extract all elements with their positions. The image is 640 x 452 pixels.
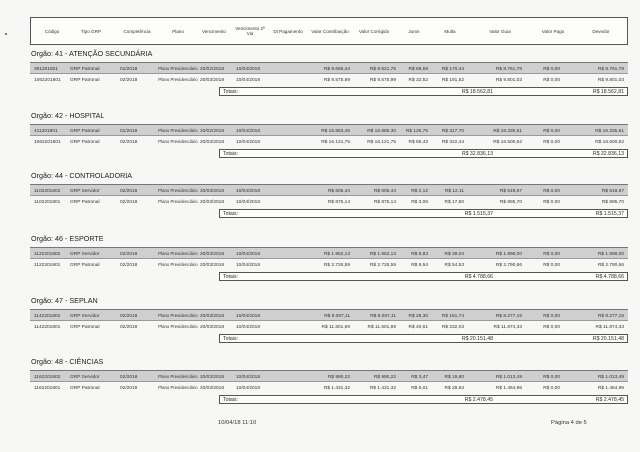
header-valor-guia: Valor Guia <box>489 28 511 34</box>
cell-plano: Plano Previdenciário <box>158 384 198 390</box>
cell-juros: R$ 56,43 <box>408 139 428 145</box>
cell-contrib: R$ 15.883,45 <box>321 128 350 134</box>
cell-contrib: R$ 2.726,59 <box>323 262 350 268</box>
cell-contrib: R$ 605,44 <box>327 188 350 194</box>
cell-tipo: GRP Patronal <box>70 199 100 205</box>
table-row <box>30 370 628 382</box>
cell-codigo: 1102201802 <box>34 188 61 194</box>
cell-tipo: GRP Patronal <box>70 128 100 134</box>
cell-vencimento: 20/03/2018 <box>200 139 225 145</box>
cell-competencia: 01/2018 <box>120 128 138 134</box>
cell-devedor: R$ 2.790,66 <box>597 262 624 268</box>
cell-pago: R$ 0,00 <box>543 77 560 83</box>
cell-contrib: R$ 16.121,75 <box>321 139 350 145</box>
cell-contrib: R$ 11.601,69 <box>321 324 350 330</box>
scan-mark <box>5 33 7 35</box>
cell-devedor: R$ 8.277,15 <box>597 313 624 319</box>
totals-row <box>219 87 628 96</box>
cell-pago: R$ 0,00 <box>543 262 560 268</box>
totals-devedor: R$ 32.836,13 <box>592 151 624 157</box>
cell-vencimento: 20/03/2018 <box>200 374 225 380</box>
cell-dtpag <box>270 321 300 333</box>
cell-codigo: 1062201801 <box>34 139 61 145</box>
cell-tipo: GRP Patronal <box>70 139 100 145</box>
cell-contrib: R$ 1.952,13 <box>323 251 350 257</box>
cell-competencia: 02/2018 <box>120 77 138 83</box>
cell-vencimento: 20/03/2018 <box>200 77 225 83</box>
table-row <box>30 184 628 196</box>
cell-codigo: 1142201801 <box>34 324 61 330</box>
cell-codigo: 1162201802 <box>34 374 61 380</box>
cell-tipo: GRP Servidor <box>70 251 100 257</box>
cell-competencia: 02/2018 <box>120 262 138 268</box>
header-valor-contribuicao: Valor Contribuição <box>311 28 349 34</box>
cell-tipo: GRP Patronal <box>70 77 100 83</box>
cell-vencimento: 20/03/2018 <box>200 385 225 391</box>
cell-plano: Plano Previdenciário <box>158 312 198 318</box>
cell-multa: R$ 191,52 <box>441 77 464 83</box>
cell-competencia: 02/2018 <box>120 324 138 330</box>
totals-valor-guia: R$ 32.836,13 <box>461 151 493 157</box>
cell-multa: R$ 28,63 <box>444 385 464 391</box>
cell-contrib: R$ 8.666,44 <box>323 66 350 72</box>
cell-guia: R$ 619,67 <box>499 188 522 194</box>
footer-page-number: Página 4 de 5 <box>551 420 587 426</box>
section-title: Orgão: 42 - HOSPITAL <box>31 111 105 120</box>
cell-codigo: 1102201801 <box>34 199 61 205</box>
cell-contrib: R$ 9.575,99 <box>323 77 350 83</box>
cell-pago: R$ 0,00 <box>543 66 560 72</box>
section-title: Orgão: 47 - SEPLAN <box>31 296 98 305</box>
cell-venc2: 10/04/2018 <box>236 251 261 257</box>
totals-label: Totais: <box>223 336 238 342</box>
table-row <box>30 247 628 259</box>
cell-competencia: 02/2018 <box>120 199 138 205</box>
cell-juros: R$ 28,30 <box>408 313 428 319</box>
totals-label: Totais: <box>223 151 238 157</box>
cell-juros: R$ 9,54 <box>411 262 428 268</box>
cell-plano: Plano Previdenciário <box>158 198 198 204</box>
cell-vencimento: 20/03/2018 <box>200 188 225 194</box>
cell-dtpag <box>270 136 300 148</box>
cell-plano: Plano Previdenciário <box>158 373 198 379</box>
cell-multa: R$ 54,53 <box>444 262 464 268</box>
cell-guia: R$ 1.464,96 <box>495 385 522 391</box>
table-row <box>30 136 628 148</box>
cell-corrigido: R$ 16.121,75 <box>367 139 396 145</box>
totals-valor-guia: R$ 1.515,37 <box>464 211 493 217</box>
cell-codigo: 1162201801 <box>34 385 61 391</box>
totals-devedor: R$ 1.515,37 <box>595 211 624 217</box>
header-codigo: Código <box>44 28 60 34</box>
totals-row <box>219 209 628 218</box>
totals-valor-guia: R$ 4.788,66 <box>464 274 493 280</box>
cell-contrib: R$ 990,22 <box>327 374 350 380</box>
cell-plano: Plano Previdenciário <box>158 127 198 133</box>
cell-competencia: 02/2018 <box>120 313 138 319</box>
totals-devedor: R$ 4.788,66 <box>595 274 624 280</box>
cell-vencimento: 20/03/2018 <box>200 251 225 257</box>
cell-venc2: 10/04/2018 <box>236 188 261 194</box>
cell-codigo: 1062201801 <box>34 77 61 83</box>
totals-label: Totais: <box>223 274 238 280</box>
cell-tipo: GRP Servidor <box>70 188 100 194</box>
cell-guia: R$ 2.790,66 <box>495 262 522 268</box>
totals-label: Totais: <box>223 397 238 403</box>
cell-multa: R$ 19,80 <box>444 374 464 380</box>
cell-vencimento: 20/02/2018 <box>200 128 225 134</box>
cell-corrigido: R$ 990,22 <box>373 374 396 380</box>
cell-tipo: GRP Patronal <box>70 262 100 268</box>
header-vencimento-2via: Vencimento 2ª Via <box>235 26 265 36</box>
cell-multa: R$ 161,74 <box>441 313 464 319</box>
cell-pago: R$ 0,00 <box>543 188 560 194</box>
cell-competencia: 02/2018 <box>120 251 138 257</box>
totals-valor-guia: R$ 20.151,48 <box>461 336 493 342</box>
cell-juros: R$ 2,12 <box>411 188 428 194</box>
cell-multa: R$ 170,44 <box>441 66 464 72</box>
cell-venc2: 10/04/2018 <box>236 262 261 268</box>
cell-guia: R$ 1.998,00 <box>495 251 522 257</box>
cell-contrib: R$ 1.431,32 <box>323 385 350 391</box>
cell-vencimento: 20/03/2018 <box>200 199 225 205</box>
cell-competencia: 02/2018 <box>120 374 138 380</box>
table-row <box>30 309 628 321</box>
cell-venc2: 10/04/2018 <box>236 128 261 134</box>
footer-datetime: 10/04/18 11:10 <box>218 420 257 426</box>
cell-plano: Plano Previdenciário <box>158 323 198 329</box>
table-row <box>30 124 628 136</box>
cell-contrib: R$ 8.087,11 <box>324 313 350 319</box>
cell-juros: R$ 69,59 <box>408 66 428 72</box>
table-row <box>30 196 628 208</box>
cell-multa: R$ 12,11 <box>444 188 464 194</box>
cell-codigo: 1122201801 <box>34 262 61 268</box>
cell-plano: Plano Previdenciário <box>158 261 198 267</box>
cell-juros: R$ 3,47 <box>411 374 428 380</box>
cell-competencia: 02/2018 <box>120 385 138 391</box>
cell-tipo: GRP Servidor <box>70 313 100 319</box>
cell-guia: R$ 1.013,49 <box>495 374 522 380</box>
cell-tipo: GRP Patronal <box>70 66 100 72</box>
totals-label: Totais: <box>223 211 238 217</box>
cell-venc2: 10/04/2018 <box>236 66 261 72</box>
cell-dtpag <box>270 259 300 271</box>
cell-corrigido: R$ 605,44 <box>373 188 396 194</box>
cell-multa: R$ 322,44 <box>441 139 464 145</box>
cell-corrigido: R$ 2.726,59 <box>369 262 396 268</box>
cell-guia: R$ 895,70 <box>499 199 522 205</box>
cell-codigo: 1122201802 <box>34 251 61 257</box>
cell-devedor: R$ 1.464,96 <box>597 385 624 391</box>
cell-venc2: 10/04/2018 <box>236 77 261 83</box>
cell-pago: R$ 0,00 <box>543 324 560 330</box>
cell-tipo: GRP Patronal <box>70 385 100 391</box>
section-title: Orgão: 44 - CONTROLADORIA <box>31 171 133 180</box>
cell-venc2: 10/04/2018 <box>236 199 261 205</box>
cell-pago: R$ 0,00 <box>543 313 560 319</box>
cell-vencimento: 20/03/2018 <box>200 324 225 330</box>
header-dt-pagamento: Dt Pagamento <box>273 28 303 34</box>
cell-corrigido: R$ 875,14 <box>373 199 396 205</box>
cell-devedor: R$ 9.801,03 <box>597 77 624 83</box>
cell-codigo: 1142201802 <box>34 313 61 319</box>
cell-devedor: R$ 1.998,00 <box>597 251 624 257</box>
cell-plano: Plano Previdenciário <box>158 138 198 144</box>
cell-guia: R$ 11.874,33 <box>493 324 522 330</box>
cell-venc2: 10/04/2018 <box>236 324 261 330</box>
cell-guia: R$ 8.761,78 <box>495 66 522 72</box>
section-title: Orgão: 46 - ESPORTE <box>31 234 104 243</box>
cell-codigo: 411201801 <box>34 128 58 134</box>
cell-competencia: 02/2018 <box>120 188 138 194</box>
header-plano: Plano <box>172 28 184 34</box>
cell-corrigido: R$ 8.621,75 <box>369 66 396 72</box>
cell-devedor: R$ 11.874,33 <box>595 324 624 330</box>
cell-plano: Plano Previdenciário <box>158 65 198 71</box>
table-row <box>30 62 628 74</box>
table-row <box>30 74 628 86</box>
section-title: Orgão: 48 - CIÊNCIAS <box>31 357 104 366</box>
cell-venc2: 10/04/2018 <box>236 139 261 145</box>
cell-corrigido: R$ 9.575,99 <box>369 77 396 83</box>
cell-corrigido: R$ 8.087,11 <box>370 313 396 319</box>
cell-dtpag <box>270 382 300 394</box>
cell-multa: R$ 39,04 <box>444 251 464 257</box>
cell-devedor: R$ 1.013,49 <box>597 374 624 380</box>
header-competencia: Competência <box>123 28 151 34</box>
cell-juros: R$ 6,83 <box>411 251 428 257</box>
cell-corrigido: R$ 1.952,13 <box>369 251 396 257</box>
cell-devedor: R$ 8.761,78 <box>597 66 624 72</box>
cell-pago: R$ 0,00 <box>543 139 560 145</box>
cell-multa: R$ 17,50 <box>444 199 464 205</box>
cell-venc2: 10/04/2018 <box>236 374 261 380</box>
cell-pago: R$ 0,00 <box>543 199 560 205</box>
cell-guia: R$ 16.335,51 <box>493 128 522 134</box>
cell-devedor: R$ 16.500,62 <box>595 139 624 145</box>
cell-pago: R$ 0,00 <box>543 251 560 257</box>
cell-corrigido: R$ 15.885,30 <box>367 128 396 134</box>
cell-pago: R$ 0,00 <box>543 374 560 380</box>
cell-multa: R$ 232,03 <box>441 324 464 330</box>
totals-devedor: R$ 20.151,48 <box>592 336 624 342</box>
totals-valor-guia: R$ 18.562,81 <box>461 89 493 95</box>
table-row <box>30 259 628 271</box>
cell-contrib: R$ 875,14 <box>327 199 350 205</box>
cell-multa: R$ 317,70 <box>441 128 464 134</box>
cell-venc2: 10/04/2018 <box>236 313 261 319</box>
cell-dtpag <box>270 196 300 208</box>
header-multa: Multa <box>444 28 456 34</box>
cell-tipo: GRP Patronal <box>70 324 100 330</box>
cell-juros: R$ 126,75 <box>405 128 428 134</box>
cell-devedor: R$ 619,67 <box>601 188 624 194</box>
cell-venc2: 10/04/2018 <box>236 385 261 391</box>
totals-row <box>219 272 628 281</box>
totals-row <box>219 149 628 158</box>
cell-plano: Plano Previdenciário <box>158 187 198 193</box>
totals-label: Totais: <box>223 89 238 95</box>
cell-devedor: R$ 16.335,51 <box>595 128 624 134</box>
section-title: Orgão: 41 - ATENÇÃO SECUNDÁRIA <box>31 49 153 58</box>
cell-guia: R$ 8.277,15 <box>495 313 522 319</box>
header-tipo-grp: Tipo GRP <box>81 28 101 34</box>
cell-juros: R$ 5,01 <box>411 385 428 391</box>
cell-juros: R$ 33,52 <box>408 77 428 83</box>
cell-competencia: 02/2018 <box>120 139 138 145</box>
cell-codigo: 391201801 <box>34 66 59 72</box>
table-row <box>30 382 628 394</box>
header-valor-pago: Valor Pago <box>541 28 565 34</box>
cell-pago: R$ 0,00 <box>543 128 560 134</box>
cell-vencimento: 20/02/2018 <box>200 66 225 72</box>
header-juros: Juros <box>408 28 420 34</box>
cell-plano: Plano Previdenciário <box>158 250 198 256</box>
cell-plano: Plano Previdenciário <box>158 76 198 82</box>
cell-dtpag <box>270 74 300 86</box>
cell-competencia: 01/2018 <box>120 66 138 72</box>
cell-pago: R$ 0,00 <box>543 385 560 391</box>
cell-vencimento: 20/03/2018 <box>200 262 225 268</box>
totals-row <box>219 334 628 343</box>
cell-juros: R$ 40,61 <box>408 324 428 330</box>
header-valor-corrigido: Valor Corrigido <box>358 28 390 34</box>
totals-devedor: R$ 2.478,45 <box>595 397 624 403</box>
cell-corrigido: R$ 1.431,32 <box>369 385 396 391</box>
cell-devedor: R$ 895,70 <box>601 199 624 205</box>
header-vencimento: Vencimento <box>201 28 226 34</box>
cell-corrigido: R$ 11.601,69 <box>367 324 396 330</box>
table-row <box>30 321 628 333</box>
totals-row <box>219 395 628 404</box>
cell-tipo: GRP Servidor <box>70 374 100 380</box>
totals-valor-guia: R$ 2.478,45 <box>464 397 493 403</box>
table-header <box>30 17 628 45</box>
totals-devedor: R$ 18.562,81 <box>592 89 624 95</box>
cell-vencimento: 20/03/2018 <box>200 313 225 319</box>
cell-juros: R$ 3,06 <box>411 199 428 205</box>
header-devedor: Devedor <box>592 28 610 34</box>
cell-guia: R$ 9.801,03 <box>495 77 522 83</box>
cell-guia: R$ 16.500,62 <box>493 139 522 145</box>
